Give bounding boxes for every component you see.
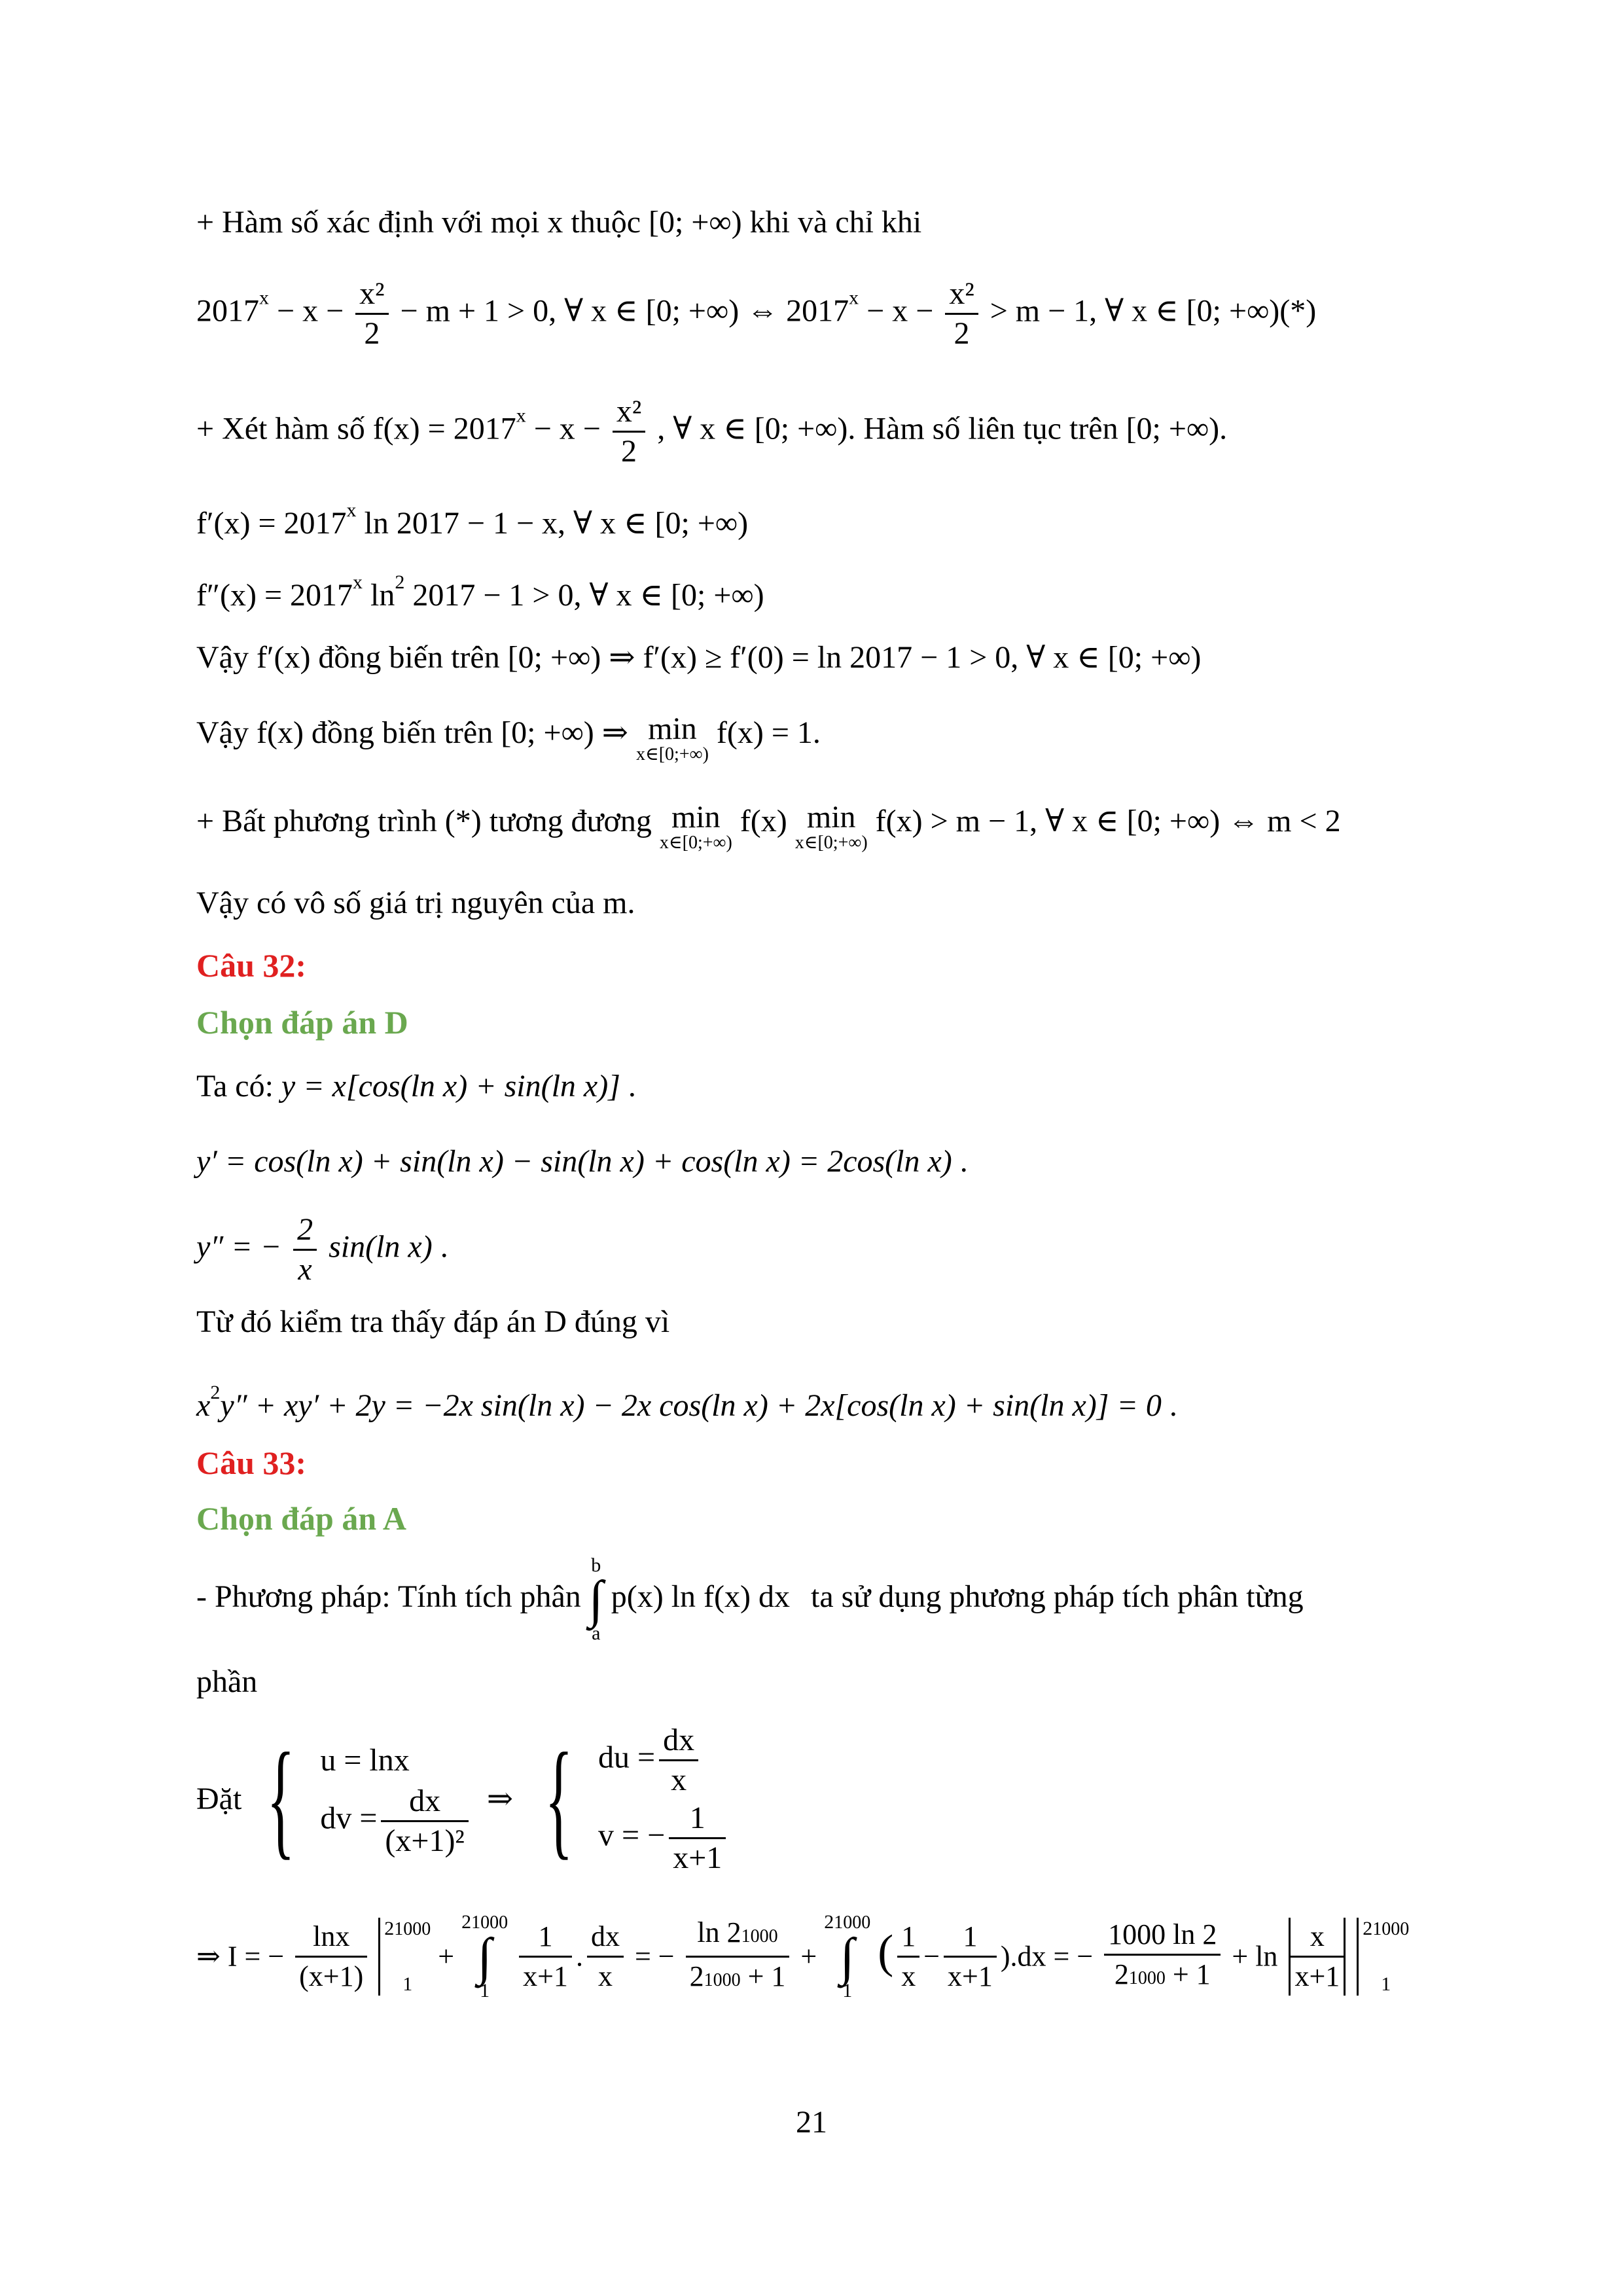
formula-line [196,275,1316,353]
math: x [196,1388,211,1423]
math: ⇒ I = − [196,1940,285,1973]
math: ln 2017 − 1 − x, ∀ x ∈ [0; +∞) [356,506,749,541]
fraction: $\frac{\text{x²}}{2}$ [613,393,645,471]
answer-choice: Chọn đáp án D [196,1004,408,1041]
formula-line [196,1373,1177,1426]
page-number: 21 [796,2105,827,2140]
question-title: Câu 32: [196,947,307,984]
math: ⇒ [486,1782,514,1816]
math: x [346,499,357,521]
math: + Xét hàm số f(x) = 2017 [196,411,516,446]
math: , ∀ x ∈ [0; +∞). Hàm số liên tục trên [0; +∞). [657,411,1228,446]
math: + [438,1940,455,1973]
math: > m − 1, ∀ x ∈ [0; +∞)(*) [990,293,1317,329]
math: f′(x) = 2017 [196,506,347,541]
fraction: $\frac{\text{x²}}{2}$ [945,275,978,353]
text: Đặt [196,1782,242,1816]
fraction: $\frac{1}{x+1}$ [944,1918,997,1996]
brace: { [266,1727,295,1871]
fraction: $\frac{dx}{x}$ [587,1918,624,1996]
math: f(x) > m − 1, ∀ x ∈ [0; +∞) ⇔ m < 2 [875,804,1341,838]
math: . [432,1229,448,1265]
math: . [952,1144,968,1179]
formula-line [196,491,748,543]
math: . [1161,1388,1177,1423]
fraction: $\frac{\ln x}{(x+1)}$ [295,1918,367,1996]
math: . [575,1940,583,1973]
text-line: Vậy f′(x) đồng biến trên [0; +∞) ⇒ f′(x) ≥ f′(0) = ln 2017 − 1 > 0, ∀ x ∈ [0; +∞) [196,640,1202,675]
fraction: $\frac{\ln 21000}{21000 + 1}$ [686,1914,790,2000]
formula-line [196,713,821,764]
integral-sign: 21000 ∫ 1 [461,1911,508,2001]
formula-line [196,393,1227,471]
math: p(x) ln f(x) dx [611,1579,790,1615]
math: Ta có: [196,1069,281,1103]
text-line: Từ đó kiểm tra thấy đáp án D đúng vì [196,1304,670,1339]
math: x [516,404,526,427]
math: 2017 [196,293,259,329]
fraction: $\frac{\text{x²}}{2}$ [355,275,388,353]
math: Vậy f(x) đồng biến trên [0; +∞) ⇒ [196,715,636,750]
substitution-system [196,1721,730,1877]
math: x [259,287,269,309]
answer-choice: Chọn đáp án A [196,1500,406,1537]
math: = − [634,1940,675,1973]
math: − x − [526,411,601,446]
math: + [800,1940,817,1973]
text-line: + Hàm số xác định với mọi x thuộc [0; +∞) khi và chỉ khi [196,205,922,240]
evaluation-bar: 21000 1 [1357,1918,1409,1996]
math: − [923,1940,940,1973]
formula-line [196,1067,636,1106]
text: - Phương pháp: Tính tích phân [196,1579,581,1615]
math: f(x) [740,804,795,838]
fraction: $\frac{1}{x}$ [897,1918,919,1996]
math: f″(x) = 2017 [196,578,353,613]
math: y″ = − [196,1229,282,1265]
formula-line [196,1211,448,1289]
fraction: $\frac{1}{x+1}$ [519,1918,572,1996]
math: f(x) = 1. [716,715,821,750]
math: + Bất phương trình (*) tương đương [196,804,660,838]
math: − m + 1 > 0, ∀ x ∈ [0; +∞) ⇔ 2017 [400,293,849,329]
math: y″ + xy′ + 2y = −2x sin(ln x) − 2x cos(ln x) + 2x[cos(ln x) + sin(ln x)] = 0 [220,1388,1162,1423]
min-operator: min x∈[0;+∞) [794,800,868,853]
formula-line [196,1142,968,1181]
system-right: du = $\frac{dx}{x}$ v = − $\frac{1}{x+1}$ [598,1721,730,1877]
math: 2017 − 1 > 0, ∀ x ∈ [0; +∞) [404,578,764,613]
fraction: $\frac{x}{x+1}$ [1289,1918,1346,1996]
math: . [620,1069,636,1103]
formula-line [196,1911,1409,2002]
evaluation-bar: 21000 1 [378,1918,431,1996]
question-title: Câu 33: [196,1444,307,1481]
math: − x − [269,293,344,329]
math: ln [363,578,395,613]
text-line: phần [196,1664,258,1699]
math: sin(ln x) [329,1229,433,1265]
math: ).dx = − [1000,1940,1094,1973]
math: x [353,571,363,593]
math: − x − [859,293,934,329]
min-operator: min x∈[0;+∞) [636,711,709,764]
math: x [849,287,859,309]
integral-sign: b ∫ a [588,1554,603,1644]
formula-line [196,802,1341,853]
math: 2 [395,571,405,593]
math: + ln [1232,1940,1278,1973]
math: y = x[cos(ln x) + sin(ln x)] [281,1069,620,1103]
math: y′ = cos(ln x) + sin(ln x) − sin(ln x) + cos(ln x) = 2cos(ln x) [196,1144,952,1179]
formula-line [196,563,764,615]
formula-line [196,1554,1427,1645]
math: 2 [210,1382,221,1403]
fraction: $\frac{1000 \ln 2}{21000 + 1}$ [1104,1916,1221,1998]
system-left: u = lnx dv = $\frac{dx}{\text{(x+1)²}}$ [320,1739,473,1860]
text: ta sử dụng phương pháp tích phân từng [810,1579,1304,1615]
text-line: Vậy có vô số giá trị nguyên của m. [196,886,635,920]
brace: { [544,1727,573,1871]
fraction: $\frac{2}{x}$ [293,1211,317,1289]
min-operator: min x∈[0;+∞) [659,800,732,853]
integral-sign: 21000 ∫ 1 [824,1911,871,2001]
math: ( [878,1925,894,1978]
